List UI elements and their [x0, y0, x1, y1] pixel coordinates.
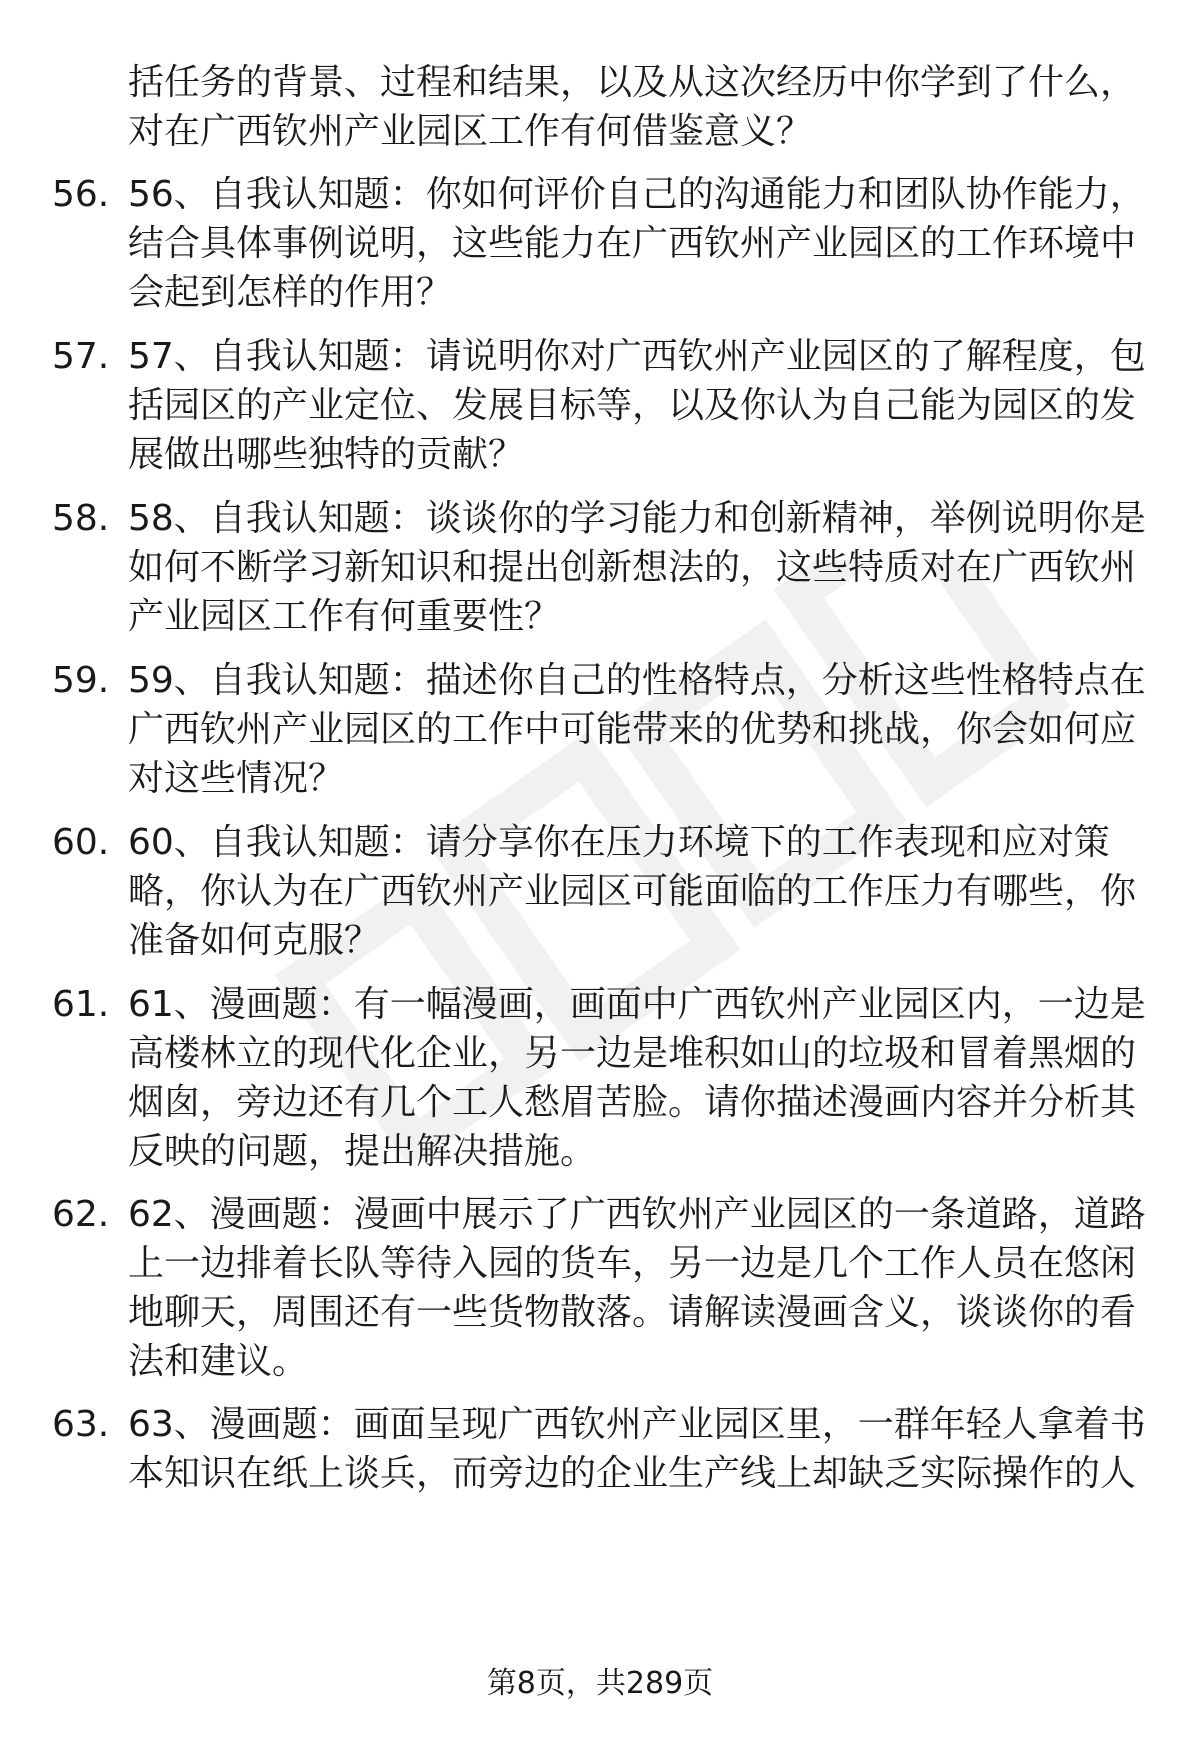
text-line: 59、自我认知题：描述你自己的性格特点，分析这些性格特点在 — [128, 660, 1146, 701]
question-item-59 — [52, 656, 1152, 803]
text-line: 括园区的产业定位、发展目标等，以及你认为自己能为园区的发 — [128, 385, 1137, 426]
text-line: 56、自我认知题：你如何评价自己的沟通能力和团队协作能力， — [128, 174, 1146, 215]
item-text — [128, 170, 1152, 317]
text-line: 产业园区工作有何重要性？ — [128, 596, 561, 637]
item-text — [128, 818, 1152, 965]
continuation-paragraph — [128, 58, 1148, 156]
text-line: 63、漫画题：画面呈现广西钦州产业园区里，一群年轻人拿着书 — [128, 1404, 1146, 1445]
text-line: 上一边排着长队等待入园的货车，另一边是几个工作人员在悠闲 — [128, 1243, 1137, 1284]
text-line: 58、自我认知题：谈谈你的学习能力和创新精神，举例说明你是 — [128, 498, 1146, 539]
question-item-56 — [52, 170, 1152, 317]
item-number: 62. — [52, 1194, 110, 1235]
text-line: 对这些情况？ — [128, 758, 345, 799]
text-line: 结合具体事例说明，这些能力在广西钦州产业园区的工作环境中 — [128, 223, 1137, 264]
text-line: 准备如何克服？ — [128, 920, 381, 961]
question-item-63 — [52, 1400, 1152, 1498]
text-line: 地聊天，周围还有一些货物散落。请解读漫画含义，谈谈你的看 — [128, 1292, 1137, 1333]
question-item-60 — [52, 818, 1152, 965]
text-line: 括任务的背景、过程和结果，以及从这次经历中你学到了什么， — [128, 62, 1137, 103]
item-number: 58. — [52, 498, 110, 539]
text-line: 法和建议。 — [128, 1341, 309, 1382]
item-number: 59. — [52, 660, 110, 701]
text-line: 本知识在纸上谈兵，而旁边的企业生产线上却缺乏实际操作的人 — [128, 1453, 1137, 1494]
item-number: 61. — [52, 984, 110, 1025]
text-line: 广西钦州产业园区的工作中可能带来的优势和挑战，你会如何应 — [128, 709, 1137, 750]
text-line: 高楼林立的现代化企业，另一边是堆积如山的垃圾和冒着黑烟的 — [128, 1033, 1137, 1074]
item-text — [128, 980, 1152, 1176]
text-line: 烟囱，旁边还有几个工人愁眉苦脸。请你描述漫画内容并分析其 — [128, 1082, 1137, 1123]
text-line: 略，你认为在广西钦州产业园区可能面临的工作压力有哪些，你 — [128, 871, 1137, 912]
item-text — [128, 332, 1152, 479]
text-line: 如何不断学习新知识和提出创新想法的，这些特质对在广西钦州 — [128, 547, 1137, 588]
item-text — [128, 1400, 1152, 1498]
text-line: 62、漫画题：漫画中展示了广西钦州产业园区的一条道路，道路 — [128, 1194, 1146, 1235]
text-line: 反映的问题，提出解决措施。 — [128, 1131, 597, 1172]
question-item-58 — [52, 494, 1152, 641]
text-line: 展做出哪些独特的贡献？ — [128, 434, 525, 475]
item-number: 56. — [52, 174, 110, 215]
item-number: 63. — [52, 1404, 110, 1445]
question-item-62 — [52, 1190, 1152, 1386]
item-text — [128, 1190, 1152, 1386]
item-text — [128, 494, 1152, 641]
text-line: 对在广西钦州产业园区工作有何借鉴意义？ — [128, 111, 813, 152]
question-item-61 — [52, 980, 1152, 1176]
text-line: 60、自我认知题：请分享你在压力环境下的工作表现和应对策 — [128, 822, 1110, 863]
item-text — [128, 656, 1152, 803]
question-item-57 — [52, 332, 1152, 479]
text-line: 会起到怎样的作用？ — [128, 272, 453, 313]
page-footer: 第8页，共289页 — [486, 1666, 714, 1701]
text-line: 61、漫画题：有一幅漫画，画面中广西钦州产业园区内，一边是 — [128, 984, 1146, 1025]
text-line: 57、自我认知题：请说明你对广西钦州产业园区的了解程度，包 — [128, 336, 1146, 377]
item-number: 60. — [52, 822, 110, 863]
item-number: 57. — [52, 336, 110, 377]
